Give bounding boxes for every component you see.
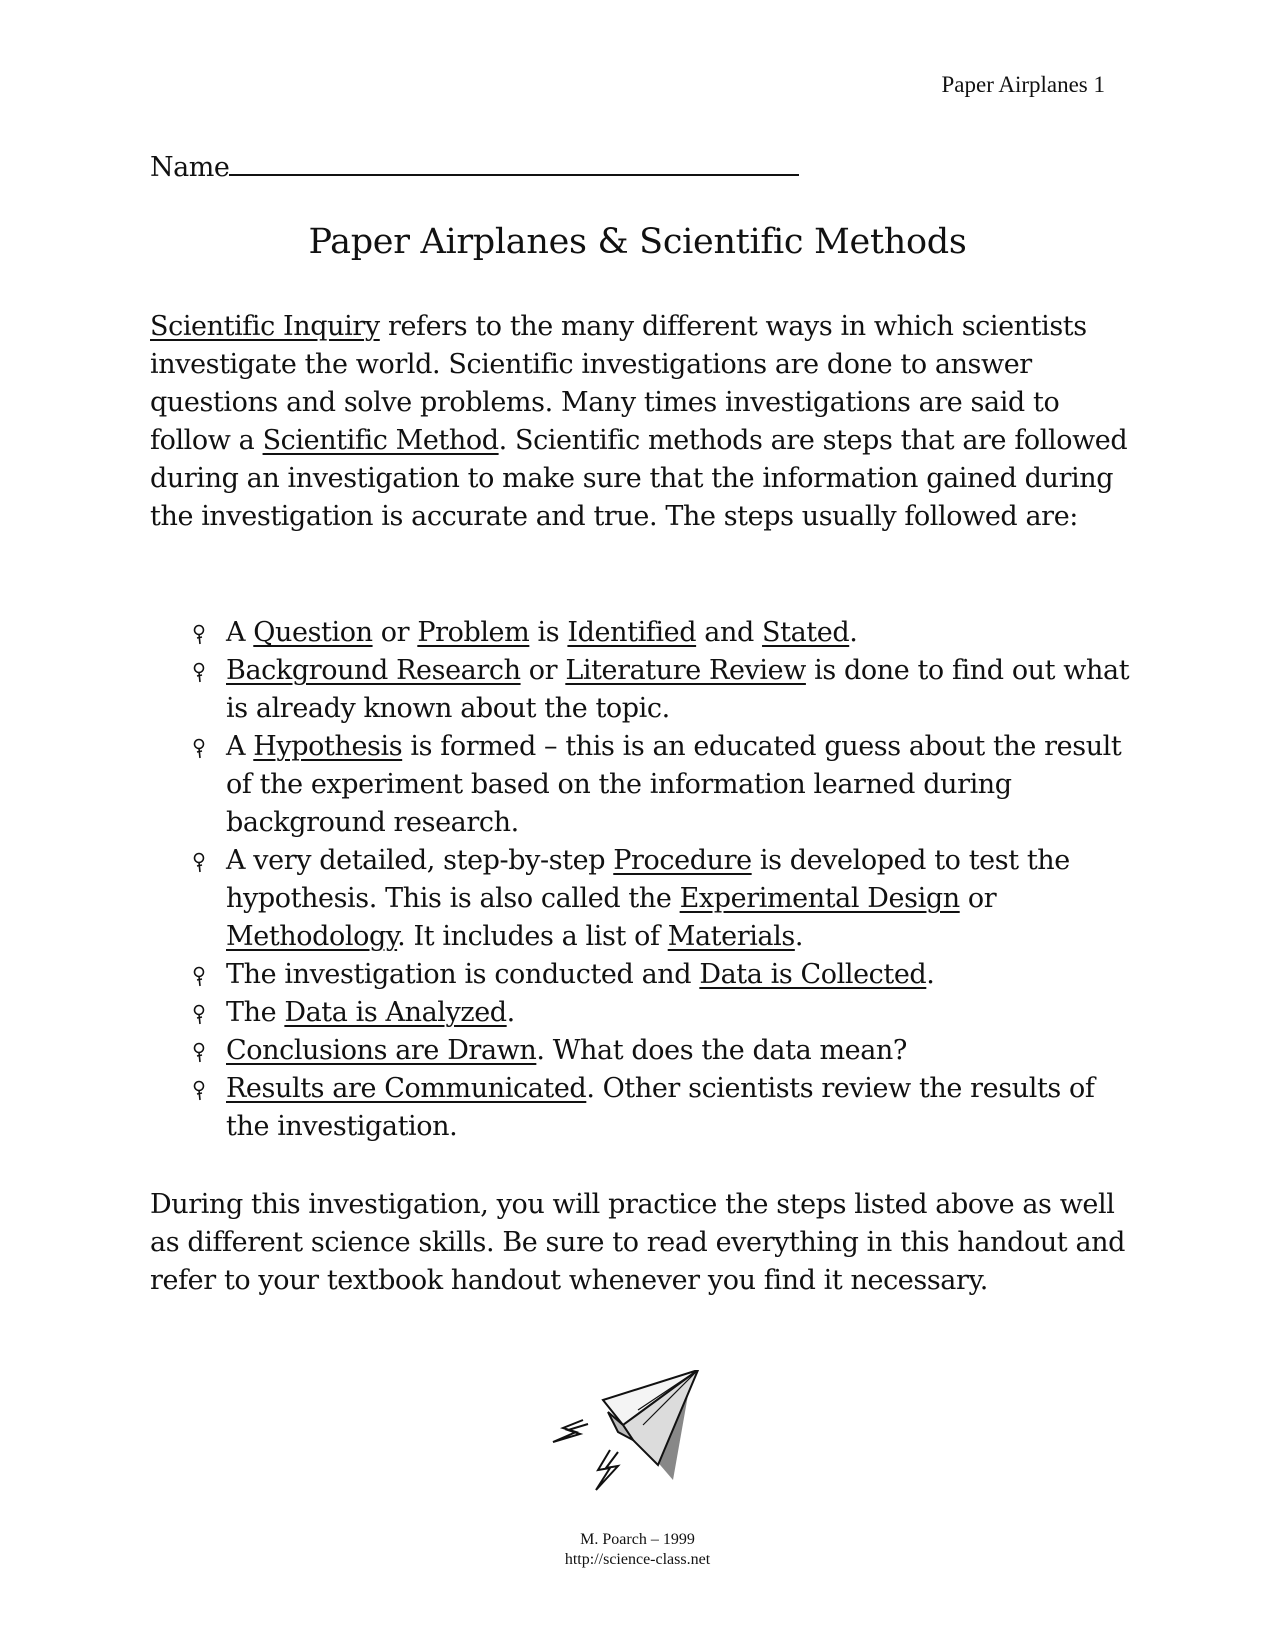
pushpin-icon bbox=[190, 623, 212, 649]
list-item: The investigation is conducted and Data is Collected. bbox=[190, 956, 1140, 994]
pushpin-icon bbox=[190, 737, 212, 763]
steps-list bbox=[190, 614, 1140, 1146]
list-item: A Hypothesis is formed – this is an educated guess about the result of the experiment based on the information learned during background research. bbox=[190, 728, 1140, 842]
footer bbox=[0, 1530, 1275, 1570]
paper-airplane-icon bbox=[548, 1370, 723, 1510]
pushpin-icon bbox=[190, 851, 212, 877]
footer-author: M. Poarch – 1999 bbox=[580, 1531, 695, 1548]
name-label: Name bbox=[150, 152, 230, 183]
page-header-label: Paper Airplanes 1 bbox=[941, 72, 1105, 97]
pushpin-icon bbox=[190, 1003, 212, 1029]
pushpin-icon bbox=[190, 661, 212, 687]
term-scientific-method: Scientific Method bbox=[262, 425, 499, 456]
footer-url[interactable]: http://science-class.net bbox=[564, 1551, 711, 1568]
intro-text-1: refers to the many different ways in which scientists investigate the world. Scientific investigations are done to answer questions and solve problems. Many times investigations are said to follow a bbox=[150, 311, 1087, 456]
pushpin-icon bbox=[190, 1079, 212, 1105]
page-title: Paper Airplanes & Scientific Methods bbox=[308, 222, 967, 262]
list-item: Results are Communicated. Other scientists review the results of the investigation. bbox=[190, 1070, 1140, 1146]
closing-paragraph: During this investigation, you will practice the steps listed above as well as different science skills. Be sure to read everything in this handout and refer to your textbook handout whenever you find it necessary. bbox=[150, 1189, 1126, 1296]
pushpin-icon bbox=[190, 965, 212, 991]
name-blank-line[interactable] bbox=[229, 150, 799, 176]
list-item: Background Research or Literature Review is done to find out what is already known about the topic. bbox=[190, 652, 1140, 728]
term-scientific-inquiry: Scientific Inquiry bbox=[150, 311, 380, 342]
list-item: A very detailed, step-by-step Procedure is developed to test the hypothesis. This is also called the Experimental Design or Methodology. It includes a list of Materials. bbox=[190, 842, 1140, 956]
intro-text-2: . Scientific methods are steps that are followed during an investigation to make sure that the information gained during the investigation is accurate and true. The steps usually followed are: bbox=[150, 425, 1128, 532]
intro-paragraph bbox=[150, 308, 1140, 536]
pushpin-icon bbox=[190, 1041, 212, 1067]
list-item: A Question or Problem is Identified and Stated. bbox=[190, 614, 1140, 652]
name-field bbox=[150, 150, 799, 183]
list-item: The Data is Analyzed. bbox=[190, 994, 1140, 1032]
list-item: Conclusions are Drawn. What does the data mean? bbox=[190, 1032, 1140, 1070]
